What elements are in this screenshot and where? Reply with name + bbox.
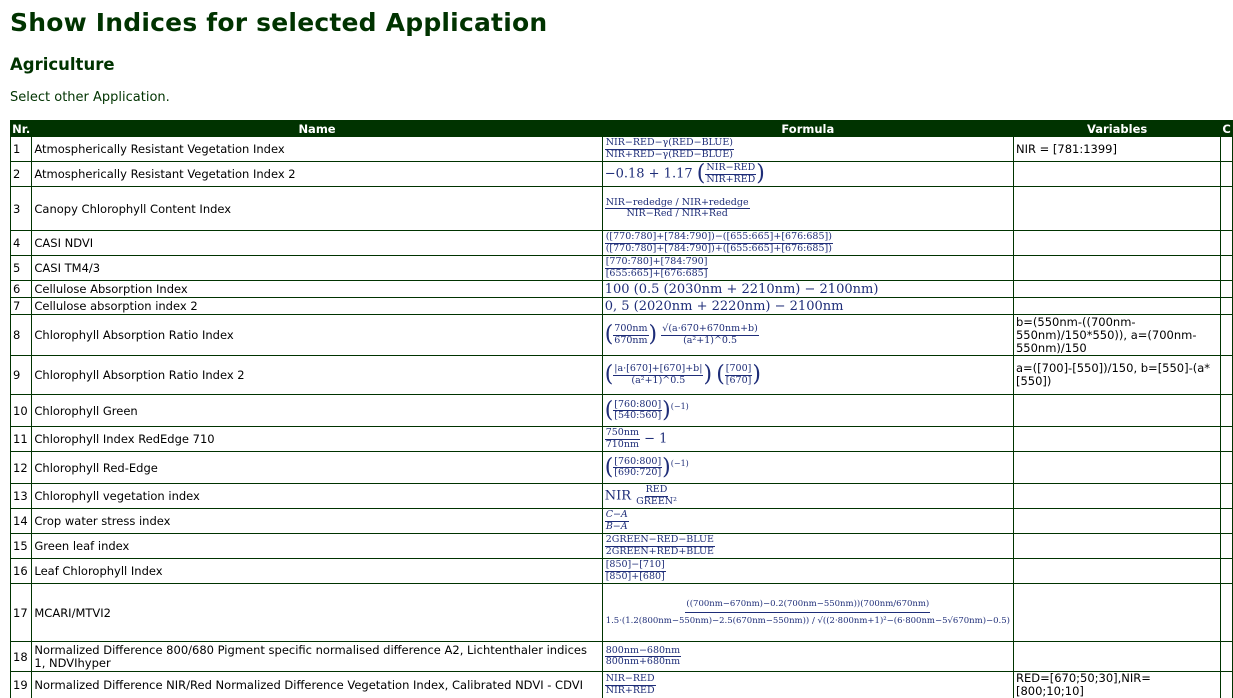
cell-formula bbox=[602, 231, 1013, 256]
cell-extra bbox=[1221, 395, 1233, 427]
formula-paren-close: ) bbox=[662, 397, 671, 423]
table-row[interactable] bbox=[11, 315, 1233, 356]
cell-nr: 1 bbox=[11, 137, 32, 162]
cell-nr: 13 bbox=[11, 484, 32, 509]
select-other-application-link[interactable]: Select other Application. bbox=[10, 90, 170, 105]
cell-variables bbox=[1013, 534, 1220, 559]
cell-formula bbox=[602, 559, 1013, 584]
cell-variables bbox=[1013, 256, 1220, 281]
cell-name: Green leaf index bbox=[32, 534, 602, 559]
formula-fraction bbox=[605, 257, 709, 279]
table-row[interactable] bbox=[11, 452, 1233, 484]
cell-name: Chlorophyll vegetation index bbox=[32, 484, 602, 509]
formula-denominator: 670nm bbox=[614, 334, 648, 346]
cell-nr: 16 bbox=[11, 559, 32, 584]
table-row[interactable] bbox=[11, 137, 1233, 162]
formula-numerator: 800nm−680nm bbox=[605, 644, 681, 656]
formula-denominator: B−A bbox=[605, 520, 628, 532]
table-row[interactable] bbox=[11, 672, 1233, 698]
table-row[interactable] bbox=[11, 509, 1233, 534]
formula-numerator: NIR−RED bbox=[605, 673, 655, 684]
cell-formula bbox=[602, 642, 1013, 672]
cell-extra bbox=[1221, 315, 1233, 356]
cell-name: Crop water stress index bbox=[32, 509, 602, 534]
formula-denominator: 1.5·(1.2(800nm−550nm)−2.5(670nm−550nm)) / √((2·800nm+1)²−(6·800nm−5√670nm)−0.5) bbox=[605, 616, 1010, 626]
cell-formula bbox=[602, 672, 1013, 698]
formula-numerator: |a·[670]+[670]+b| bbox=[614, 363, 703, 374]
formula-numerator: 700nm bbox=[614, 323, 648, 334]
cell-formula bbox=[602, 315, 1013, 356]
formula-fraction bbox=[605, 646, 681, 668]
formula-prefix: NIR bbox=[604, 488, 631, 504]
cell-nr: 10 bbox=[11, 395, 32, 427]
indices-table bbox=[10, 120, 1233, 698]
table-row[interactable] bbox=[11, 298, 1233, 315]
formula-fraction bbox=[605, 428, 640, 450]
formula-exponent: (−1) bbox=[670, 401, 689, 411]
cell-name: Leaf Chlorophyll Index bbox=[32, 559, 602, 584]
formula-fraction bbox=[705, 163, 756, 185]
cell-name: Normalized Difference NIR/Red Normalized Difference Vegetation Index, Calibrated NDVI - CDVI bbox=[32, 672, 602, 698]
table-row[interactable] bbox=[11, 427, 1233, 452]
formula-fraction bbox=[605, 674, 656, 696]
formula-denominator: GREEN² bbox=[636, 495, 677, 507]
cell-variables: a=([700]-[550])/150, b=[550]-(a*[550]) bbox=[1013, 356, 1220, 395]
formula-fraction bbox=[605, 535, 715, 557]
formula-paren-close: ) bbox=[662, 454, 671, 480]
formula-paren-close: ) bbox=[703, 362, 713, 387]
cell-variables bbox=[1013, 231, 1220, 256]
cell-formula: 0, 5 (2020nm + 2220nm) − 2100nm bbox=[602, 298, 1013, 315]
cell-formula bbox=[602, 137, 1013, 162]
formula-suffix: − 1 bbox=[644, 431, 668, 447]
cell-variables bbox=[1013, 162, 1220, 187]
cell-variables bbox=[1013, 298, 1220, 315]
formula-fraction bbox=[613, 457, 662, 479]
table-row[interactable] bbox=[11, 534, 1233, 559]
table-row[interactable] bbox=[11, 559, 1233, 584]
formula-fraction bbox=[613, 364, 703, 386]
formula-exponent: (−1) bbox=[670, 458, 689, 468]
formula-denominator: [655:665]+[676:685] bbox=[605, 267, 708, 279]
cell-nr: 14 bbox=[11, 509, 32, 534]
cell-variables bbox=[1013, 281, 1220, 298]
cell-nr: 11 bbox=[11, 427, 32, 452]
cell-formula bbox=[602, 427, 1013, 452]
cell-extra bbox=[1221, 427, 1233, 452]
cell-extra bbox=[1221, 356, 1233, 395]
formula-paren-open: ( bbox=[696, 161, 706, 186]
cell-name: Chlorophyll Absorption Ratio Index 2 bbox=[32, 356, 602, 395]
cell-formula bbox=[602, 162, 1013, 187]
formula-paren-open: ( bbox=[604, 362, 614, 387]
cell-variables bbox=[1013, 395, 1220, 427]
formula-fraction bbox=[613, 400, 662, 422]
cell-variables bbox=[1013, 427, 1220, 452]
formula-denominator: NIR+RED bbox=[706, 173, 756, 185]
cell-formula bbox=[602, 187, 1013, 231]
cell-nr: 3 bbox=[11, 187, 32, 231]
formula-numerator: C−A bbox=[605, 509, 628, 520]
formula-numerator: NIR−rededge / NIR+rededge bbox=[605, 196, 749, 208]
cell-formula bbox=[602, 584, 1013, 642]
formula-fraction bbox=[635, 485, 678, 507]
formula-fraction-2 bbox=[661, 324, 759, 346]
formula-numerator: [850]−[710] bbox=[605, 559, 665, 570]
cell-formula bbox=[602, 509, 1013, 534]
cell-variables bbox=[1013, 642, 1220, 672]
formula-fraction bbox=[605, 138, 734, 160]
formula-denominator-2: (a²+1)^0.5 bbox=[683, 334, 738, 346]
formula-prefix: −0.18 + 1.17 bbox=[604, 166, 693, 182]
cell-nr: 2 bbox=[11, 162, 32, 187]
formula-denominator: [540:560] bbox=[614, 410, 662, 421]
formula-denominator: 2GREEN+RED+BLUE bbox=[605, 545, 714, 557]
cell-name: CASI NDVI bbox=[32, 231, 602, 256]
formula-numerator: NIR−RED bbox=[706, 162, 756, 173]
formula-fraction bbox=[613, 324, 648, 346]
cell-extra bbox=[1221, 256, 1233, 281]
cell-nr: 6 bbox=[11, 281, 32, 298]
formula-denominator: 710nm bbox=[605, 438, 639, 450]
table-row[interactable] bbox=[11, 642, 1233, 672]
cell-extra bbox=[1221, 534, 1233, 559]
formula-paren-open-2: ( bbox=[716, 362, 725, 387]
column-header-name[interactable]: Name bbox=[32, 121, 602, 137]
formula-numerator: ((700nm−670nm)−0.2(700nm−550nm))(700nm/670nm) bbox=[685, 596, 930, 613]
page-title: Show Indices for selected Application bbox=[10, 8, 548, 37]
formula-fraction bbox=[605, 198, 750, 220]
formula-numerator: [770:780]+[784:790] bbox=[605, 256, 708, 267]
formula-denominator: (a²+1)^0.5 bbox=[631, 374, 686, 386]
cell-variables bbox=[1013, 559, 1220, 584]
cell-name-text: Normalized Difference 800/680 Pigment specific normalised difference A2, Lichtenthaler indices 1, NDVIhyper bbox=[34, 642, 587, 670]
cell-name: Chlorophyll Red-Edge bbox=[32, 452, 602, 484]
cell-name: Canopy Chlorophyll Content Index bbox=[32, 187, 602, 231]
cell-name bbox=[32, 642, 602, 672]
cell-name: Chlorophyll Index RedEdge 710 bbox=[32, 427, 602, 452]
formula-fraction-2 bbox=[725, 364, 753, 386]
cell-extra bbox=[1221, 281, 1233, 298]
cell-nr: 4 bbox=[11, 231, 32, 256]
formula-denominator: [690:720] bbox=[614, 467, 662, 478]
table-row[interactable] bbox=[11, 256, 1233, 281]
formula-numerator-2: [700] bbox=[725, 363, 752, 374]
formula-numerator-2: √(a·670+670nm+b) bbox=[662, 323, 758, 334]
cell-extra bbox=[1221, 672, 1233, 698]
column-header-formula[interactable]: Formula bbox=[602, 121, 1013, 137]
cell-extra bbox=[1221, 298, 1233, 315]
cell-variables bbox=[1013, 452, 1220, 484]
cell-name: Chlorophyll Green bbox=[32, 395, 602, 427]
table-row[interactable] bbox=[11, 356, 1233, 395]
cell-formula bbox=[602, 356, 1013, 395]
cell-extra bbox=[1221, 137, 1233, 162]
cell-extra bbox=[1221, 187, 1233, 231]
cell-extra bbox=[1221, 509, 1233, 534]
formula-paren-close-2: ) bbox=[752, 362, 761, 387]
cell-formula bbox=[602, 452, 1013, 484]
cell-nr: 5 bbox=[11, 256, 32, 281]
cell-name: Atmospherically Resistant Vegetation Index 2 bbox=[32, 162, 602, 187]
column-header-nr[interactable]: Nr. bbox=[12, 121, 31, 136]
cell-name: Cellulose Absorption Index bbox=[32, 281, 602, 298]
cell-nr: 8 bbox=[11, 315, 32, 356]
cell-name: Cellulose absorption index 2 bbox=[32, 298, 602, 315]
cell-nr: 18 bbox=[11, 642, 32, 672]
cell-nr: 12 bbox=[11, 452, 32, 484]
table-row[interactable] bbox=[11, 162, 1233, 187]
table-header-row bbox=[11, 121, 1233, 137]
table-row[interactable] bbox=[11, 484, 1233, 509]
formula-numerator: 750nm bbox=[605, 427, 639, 438]
formula-numerator: [760:800] bbox=[614, 398, 662, 410]
cell-formula bbox=[602, 484, 1013, 509]
formula-denominator: NIR−Red / NIR+Red bbox=[626, 208, 728, 219]
formula-denominator: NIR+RED bbox=[605, 684, 655, 696]
formula-paren-open: ( bbox=[604, 397, 614, 423]
formula-fraction bbox=[605, 510, 629, 532]
table-row[interactable] bbox=[11, 187, 1233, 231]
formula-paren-close: ) bbox=[756, 161, 765, 186]
formula-numerator: RED bbox=[645, 484, 668, 495]
cell-extra bbox=[1221, 642, 1233, 672]
formula-denominator: NIR+RED−γ(RED−BLUE) bbox=[605, 148, 733, 160]
table-row[interactable] bbox=[11, 584, 1233, 642]
formula-fraction bbox=[605, 560, 666, 582]
formula-fraction bbox=[605, 596, 1011, 629]
formula-denominator: 800nm+680nm bbox=[605, 656, 681, 667]
formula-paren-open: ( bbox=[604, 322, 614, 347]
cell-formula: 100 (0.5 (2030nm + 2210nm) − 2100nm) bbox=[602, 281, 1013, 298]
cell-variables bbox=[1013, 484, 1220, 509]
cell-extra bbox=[1221, 452, 1233, 484]
cell-nr: 9 bbox=[11, 356, 32, 395]
cell-name: Atmospherically Resistant Vegetation Index bbox=[32, 137, 602, 162]
cell-nr: 7 bbox=[11, 298, 32, 315]
cell-nr: 17 bbox=[11, 584, 32, 642]
formula-numerator: NIR−RED−γ(RED−BLUE) bbox=[605, 137, 733, 148]
formula-numerator: ([770:780]+[784:790])−([655:665]+[676:685]) bbox=[605, 231, 832, 242]
cell-extra bbox=[1221, 584, 1233, 642]
table-row[interactable] bbox=[11, 395, 1233, 427]
cell-nr: 15 bbox=[11, 534, 32, 559]
formula-fraction bbox=[605, 232, 833, 254]
cell-formula bbox=[602, 256, 1013, 281]
column-header-variables[interactable]: Variables bbox=[1013, 121, 1220, 137]
cell-extra bbox=[1221, 559, 1233, 584]
cell-name: MCARI/MTVI2 bbox=[32, 584, 602, 642]
application-heading: Agriculture bbox=[10, 55, 115, 74]
formula-numerator: 2GREEN−RED−BLUE bbox=[605, 534, 714, 545]
formula-denominator: [850]+[680] bbox=[605, 570, 665, 582]
formula-numerator: [760:800] bbox=[614, 455, 662, 467]
cell-name: Chlorophyll Absorption Ratio Index bbox=[32, 315, 602, 356]
cell-formula bbox=[602, 395, 1013, 427]
cell-nr: 19 bbox=[11, 672, 32, 698]
table-row[interactable] bbox=[11, 281, 1233, 298]
table-row[interactable] bbox=[11, 231, 1233, 256]
cell-variables bbox=[1013, 584, 1220, 642]
column-header-extra[interactable]: C bbox=[1222, 121, 1231, 136]
formula-denominator-2: [670] bbox=[725, 374, 752, 386]
cell-extra bbox=[1221, 162, 1233, 187]
cell-extra bbox=[1221, 484, 1233, 509]
cell-extra bbox=[1221, 231, 1233, 256]
cell-variables: b=(550nm-((700nm-550nm)/150*550)), a=(700nm-550nm)/150 bbox=[1013, 315, 1220, 356]
formula-paren-open: ( bbox=[604, 454, 614, 480]
formula-denominator: ([770:780]+[784:790])+([655:665]+[676:685]) bbox=[605, 242, 832, 254]
cell-variables: NIR = [781:1399] bbox=[1013, 137, 1220, 162]
cell-variables: RED=[670;50;30],NIR=[800;10;10] bbox=[1013, 672, 1220, 698]
cell-name: CASI TM4/3 bbox=[32, 256, 602, 281]
formula-paren-close: ) bbox=[648, 322, 658, 347]
cell-formula bbox=[602, 534, 1013, 559]
cell-variables bbox=[1013, 187, 1220, 231]
cell-variables bbox=[1013, 509, 1220, 534]
